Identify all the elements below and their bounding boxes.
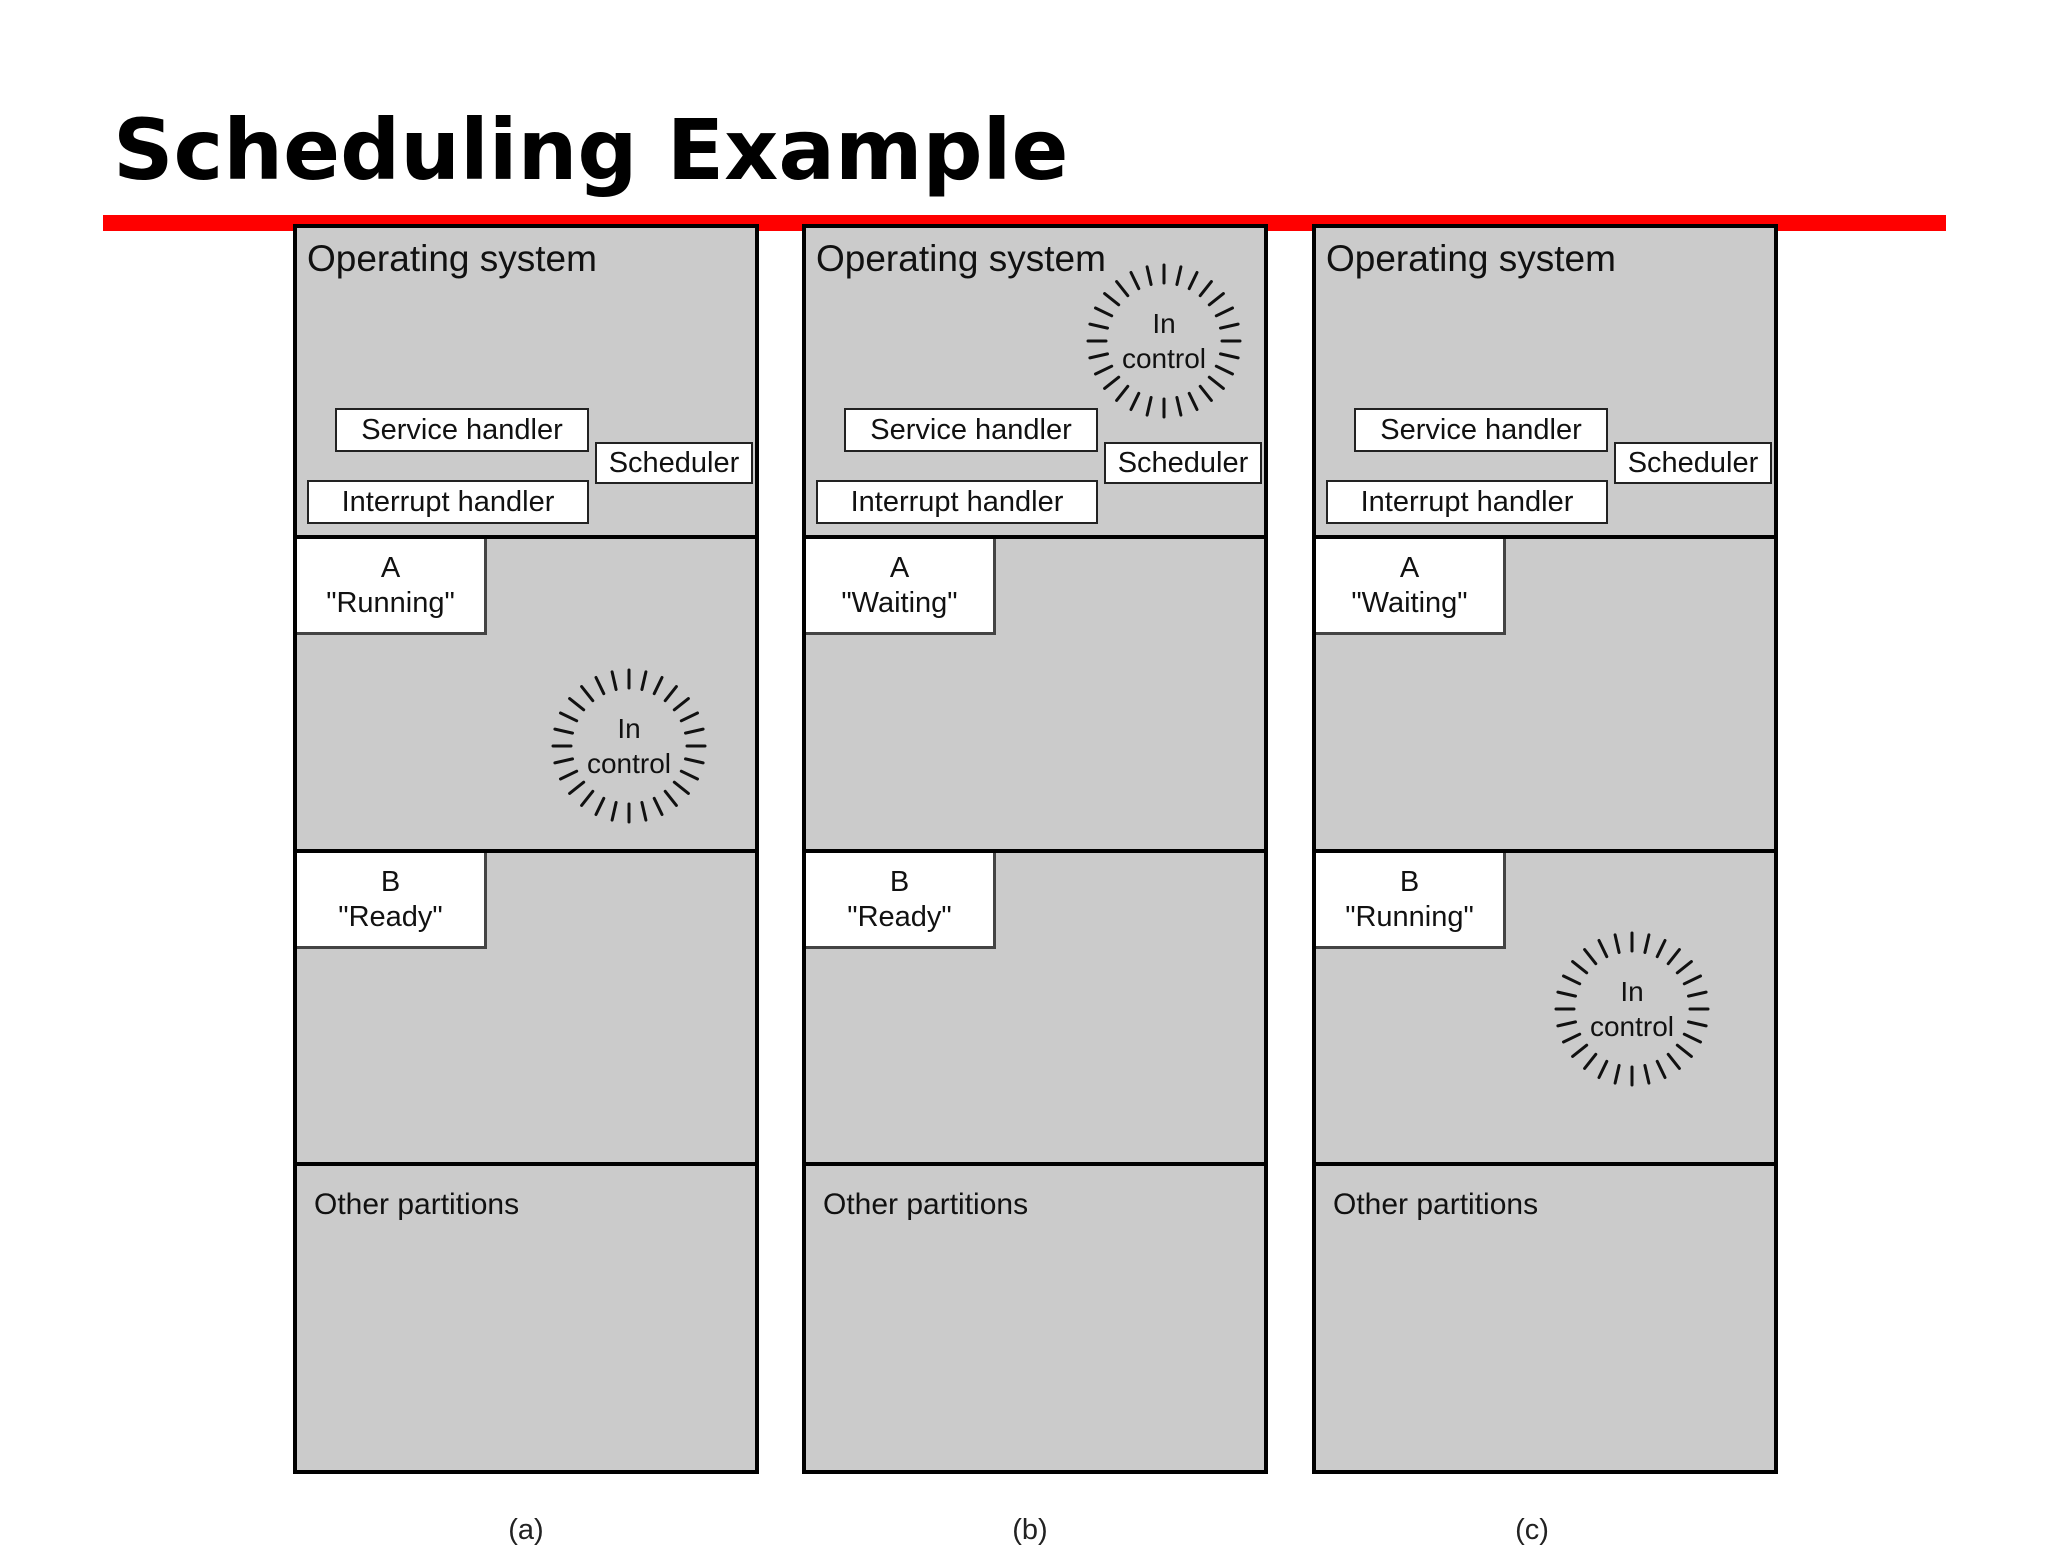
in-control-label bbox=[549, 666, 709, 826]
in-control-line2: control bbox=[1121, 343, 1207, 374]
os-label: Operating system bbox=[1326, 238, 1616, 279]
process-a-region bbox=[1312, 535, 1778, 849]
service-handler-box: Service handler bbox=[1354, 408, 1608, 452]
panel-c-caption: (c) bbox=[1515, 1514, 1549, 1546]
process-a-label bbox=[1316, 539, 1506, 635]
in-control-line2: control bbox=[1589, 1011, 1675, 1042]
other-partitions-region bbox=[293, 1162, 759, 1474]
process-b-label bbox=[806, 853, 996, 949]
slide-title: Scheduling Example bbox=[113, 101, 1069, 199]
service-handler-box: Service handler bbox=[844, 408, 1098, 452]
process-a-state: "Waiting" bbox=[841, 586, 958, 619]
process-a-region bbox=[802, 535, 1268, 849]
process-b-state: "Ready" bbox=[338, 900, 443, 933]
os-region bbox=[1312, 224, 1778, 535]
process-b-label bbox=[297, 853, 487, 949]
process-b-name: B bbox=[1399, 865, 1420, 898]
in-control-marker bbox=[1552, 929, 1712, 1089]
interrupt-handler-box: Interrupt handler bbox=[307, 480, 589, 524]
panel-a bbox=[293, 224, 759, 1474]
interrupt-handler-box: Interrupt handler bbox=[816, 480, 1098, 524]
scheduler-box: Scheduler bbox=[1614, 442, 1772, 484]
os-region bbox=[802, 224, 1268, 535]
other-partitions-region bbox=[802, 1162, 1268, 1474]
interrupt-handler-box: Interrupt handler bbox=[1326, 480, 1608, 524]
other-partitions-label: Other partitions bbox=[314, 1188, 520, 1221]
in-control-line1: In bbox=[1152, 308, 1176, 339]
panel-b-caption: (b) bbox=[1012, 1514, 1048, 1546]
os-label: Operating system bbox=[307, 238, 597, 279]
process-a-label bbox=[297, 539, 487, 635]
in-control-line2: control bbox=[586, 748, 672, 779]
process-b-region bbox=[1312, 849, 1778, 1162]
in-control-marker bbox=[1084, 261, 1244, 421]
os-label: Operating system bbox=[816, 238, 1106, 279]
process-a-label bbox=[806, 539, 996, 635]
process-b-name: B bbox=[380, 865, 401, 898]
panel-c bbox=[1312, 224, 1778, 1474]
in-control-line1: In bbox=[617, 713, 641, 744]
process-a-region bbox=[293, 535, 759, 849]
panel-a-caption: (a) bbox=[508, 1514, 544, 1546]
process-a-name: A bbox=[1399, 551, 1420, 584]
other-partitions-label: Other partitions bbox=[1333, 1188, 1539, 1221]
scheduler-box: Scheduler bbox=[1104, 442, 1262, 484]
process-b-name: B bbox=[889, 865, 910, 898]
process-b-region bbox=[802, 849, 1268, 1162]
other-partitions-label: Other partitions bbox=[823, 1188, 1029, 1221]
process-b-region bbox=[293, 849, 759, 1162]
os-region bbox=[293, 224, 759, 535]
scheduler-box: Scheduler bbox=[595, 442, 753, 484]
in-control-label bbox=[1084, 261, 1244, 421]
process-b-state: "Running" bbox=[1345, 900, 1474, 933]
service-handler-box: Service handler bbox=[335, 408, 589, 452]
in-control-label bbox=[1552, 929, 1712, 1089]
panel-b bbox=[802, 224, 1268, 1474]
process-b-state: "Ready" bbox=[847, 900, 952, 933]
process-a-name: A bbox=[380, 551, 401, 584]
in-control-line1: In bbox=[1620, 976, 1644, 1007]
process-a-name: A bbox=[889, 551, 910, 584]
process-a-state: "Waiting" bbox=[1351, 586, 1468, 619]
in-control-marker bbox=[549, 666, 709, 826]
process-b-label bbox=[1316, 853, 1506, 949]
other-partitions-region bbox=[1312, 1162, 1778, 1474]
process-a-state: "Running" bbox=[326, 586, 455, 619]
